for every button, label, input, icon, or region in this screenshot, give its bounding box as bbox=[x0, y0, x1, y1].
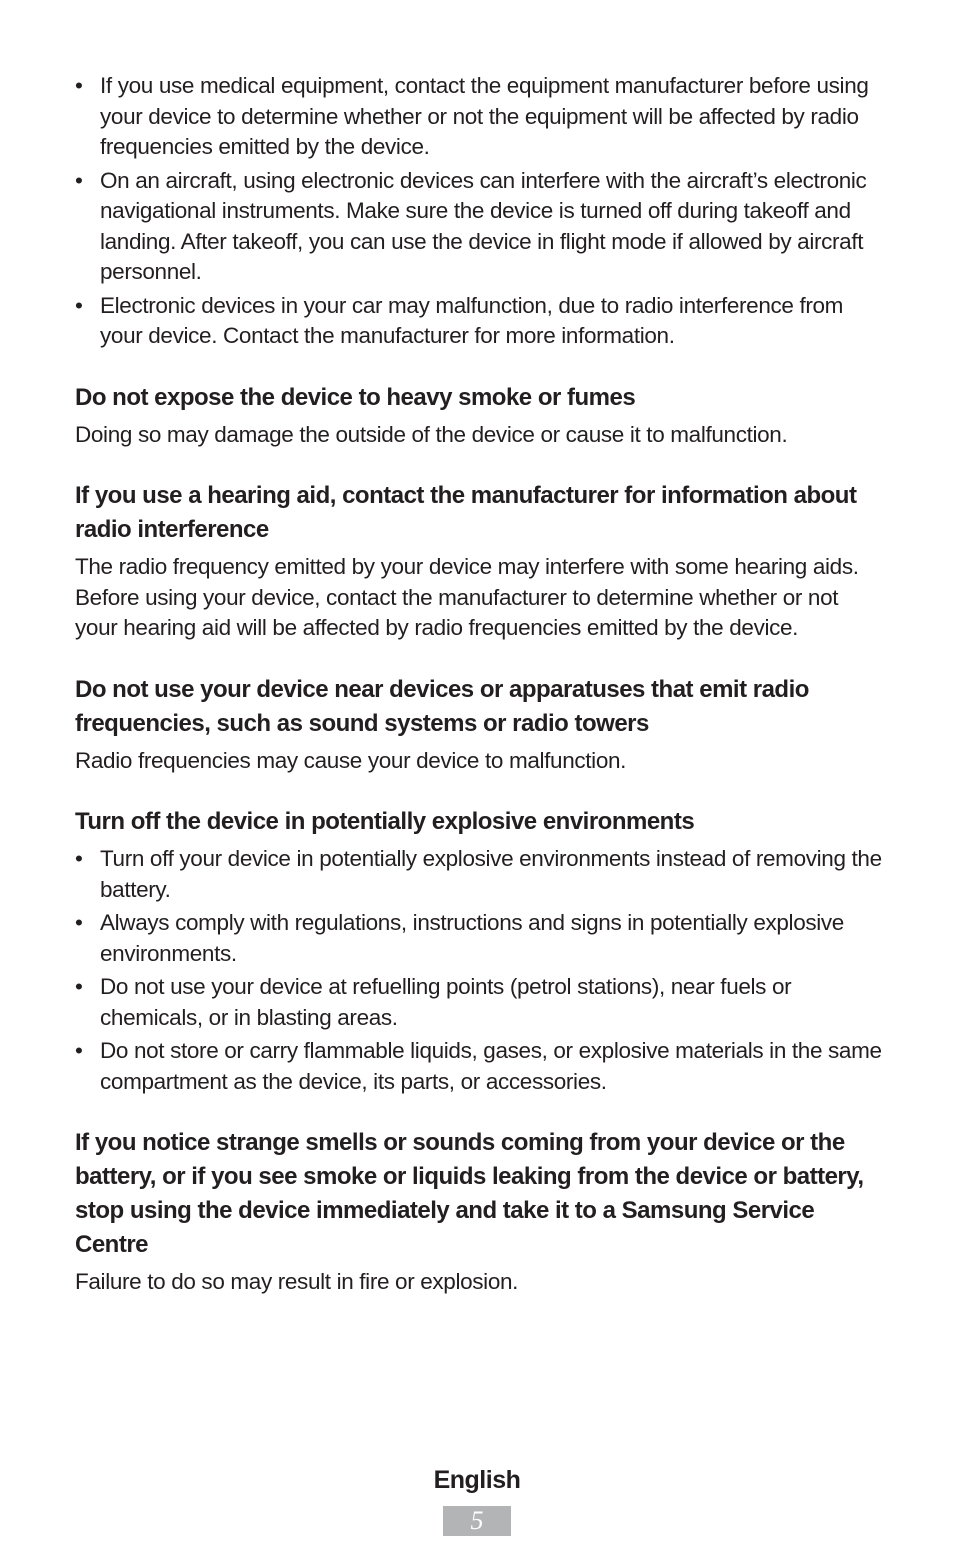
intro-bullet-list bbox=[75, 71, 885, 352]
explosive-bullet-list bbox=[75, 844, 885, 1097]
section-radio-devices bbox=[75, 673, 885, 777]
section-hearing-aid bbox=[75, 479, 885, 644]
list-item: • Always comply with regulations, instructions and signs in potentially explosive environments. bbox=[75, 908, 885, 969]
document-content bbox=[75, 71, 885, 1298]
section-body: Failure to do so may result in fire or explosion. bbox=[75, 1269, 519, 1294]
section-smoke-fumes bbox=[75, 381, 885, 451]
list-item: • Electronic devices in your car may malfunction, due to radio interference from your device. Contact the manufacturer for more information. bbox=[75, 291, 885, 352]
section-heading: If you notice strange smells or sounds coming from your device or the battery, or if you see smoke or liquids leaking from the device or battery, stop using the device immediately and take it to a Samsung Service Centre bbox=[75, 1129, 864, 1258]
section-strange-smells bbox=[75, 1126, 885, 1298]
footer-language: English bbox=[433, 1466, 521, 1494]
section-heading: If you use a hearing aid, contact the manufacturer for information about radio interference bbox=[75, 482, 857, 543]
section-heading: Turn off the device in potentially explosive environments bbox=[75, 808, 695, 835]
list-item: • Do not store or carry flammable liquids, gases, or explosive materials in the same compartment as the device, its parts, or accessories. bbox=[75, 1036, 885, 1097]
list-item: • Do not use your device at refuelling points (petrol stations), near fuels or chemicals, or in blasting areas. bbox=[75, 972, 885, 1033]
section-heading: Do not use your device near devices or apparatuses that emit radio frequencies, such as sound systems or radio towers bbox=[75, 675, 809, 737]
list-item: • On an aircraft, using electronic devices can interfere with the aircraft’s electronic navigational instruments. Make sure the device is turned off during takeoff and landing. After takeoff, you can use the device in flight mode if allowed by aircraft personnel. bbox=[75, 166, 885, 288]
page-number: 5 bbox=[443, 1506, 511, 1536]
list-item: • Turn off your device in potentially explosive environments instead of removing the battery. bbox=[75, 844, 885, 905]
section-body: The radio frequency emitted by your device may interfere with some hearing aids. Before using your device, contact the manufacturer to determine whether or not your hearing aid will be affected by radio frequencies emitted by the device. bbox=[75, 554, 859, 640]
section-body: Doing so may damage the outside of the device or cause it to malfunction. bbox=[75, 421, 788, 447]
list-item: • If you use medical equipment, contact the equipment manufacturer before using your device to determine whether or not the equipment will be affected by radio frequencies emitted by the device. bbox=[75, 71, 885, 163]
section-explosive-environments bbox=[75, 805, 885, 1097]
section-heading: Do not expose the device to heavy smoke or fumes bbox=[75, 383, 636, 411]
section-body: Radio frequencies may cause your device to malfunction. bbox=[75, 747, 627, 773]
